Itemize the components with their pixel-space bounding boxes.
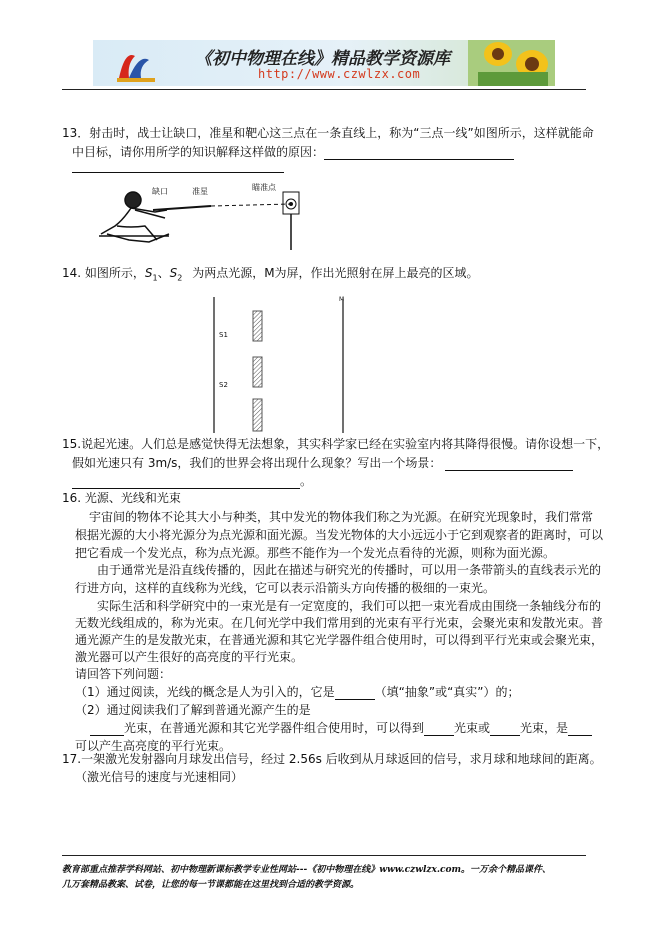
q16-prompt: 请回答下列问题： xyxy=(75,667,172,681)
banner-title: 《初中物理在线》精品教学资源库 xyxy=(195,49,450,69)
site-logo xyxy=(111,44,161,84)
label-sight: 准星 xyxy=(192,187,208,196)
q16-title: 16. 光源、光线和光束 xyxy=(62,491,181,505)
light-source-figure xyxy=(205,295,350,435)
q17-line1: 17.一架激光发射器向月球发出信号，经过 2.56s 后收到从月球返回的信号，求月球和地球间的距离。 xyxy=(62,752,602,766)
q16-para-line: 由于通常光是沿直线传播的，因此在描述与研究光的传播时，可以用一条带箭头的直线表示光的 xyxy=(97,563,602,577)
q13-line1: 13．射击时，战士让缺口，准星和靶心这三点在一条直线上，称为“三点一线”如图所示，这样就能命 xyxy=(62,126,594,140)
q15-line1: 15.说起光速。人们总是感觉快得无法想象，其实科学家已经在实验室内将其降得很慢。请你设想一下， xyxy=(62,437,610,451)
label-s1: S1 xyxy=(219,331,228,339)
q16-q2-blank-4[interactable] xyxy=(568,722,592,736)
shooter-figure xyxy=(95,182,320,252)
q16-q2-blank-1[interactable] xyxy=(90,722,124,736)
q15-answer-blank-2[interactable] xyxy=(72,475,300,489)
q16-para-line: 通光源产生的是发散光束，在普通光源和其它光学器件组合使用时，可以得到平行光束或会聚光束， xyxy=(75,633,604,647)
q15-answer-blank[interactable] xyxy=(445,457,573,471)
q13-answer-blank[interactable] xyxy=(324,146,514,160)
q16-para-line: 激光器可以产生很好的高亮度的平行光束。 xyxy=(75,650,304,664)
label-target: 瞄准点 xyxy=(252,183,276,192)
q15-line3: 。 xyxy=(72,474,312,489)
footer-line1: 教育部重点推荐学科网站、初中物理新课标教学专业性网站---《初中物理在线》www.czwlzx.com。一万余个精品课件、 xyxy=(62,865,552,875)
sunflower-icon xyxy=(468,40,555,86)
footer-line2: 几万套精品教案、试卷，让您的每一节课都能在这里找到合适的教学资源。 xyxy=(62,880,360,890)
label-notch: 缺口 xyxy=(152,187,168,196)
label-s2: S2 xyxy=(219,381,228,389)
header-rule xyxy=(62,89,586,90)
q16-q2-blank-3[interactable] xyxy=(490,722,520,736)
header-banner xyxy=(93,40,555,86)
q16-para-line: 无数光线组成的，称为光束。在几何光学中我们常用到的光束有平行光束，会聚光束和发散光束。普 xyxy=(75,616,604,630)
q16-q1-blank[interactable] xyxy=(335,686,375,700)
q16-q2-line2: 光束，在普通光源和其它光学器件组合使用时，可以得到 光束或 光束，是 xyxy=(90,721,592,736)
q16-q2-line3: 可以产生高亮度的平行光束。 xyxy=(75,739,232,753)
q13-answer-line2[interactable] xyxy=(72,172,284,173)
q16-para-line: 根据光源的大小将光源分为点光源和面光源。当发光物体的大小远远小于它到观察者的距离时，可以 xyxy=(75,528,604,542)
banner-url[interactable]: http://www.czwlzx.com xyxy=(258,67,421,81)
q13-line2: 中目标，请你用所学的知识解释这样做的原因： xyxy=(72,145,514,160)
q14-text: 14. 如图所示，$S_1$、$S_2$ 为两点光源，M为屏，作出光照射在屏上最亮的区域。 xyxy=(62,266,479,283)
q15-line2: 假如光速只有 3m/s，我们的世界会将出现什么现象？写出一个场景： xyxy=(72,456,573,471)
footer-rule xyxy=(62,855,586,856)
q16-para-line: 把它看成一个发光点，称为点光源。那些不能作为一个发光点看待的光源，则称为面光源。 xyxy=(75,546,556,560)
q16-q2: （2）通过阅读我们了解到普通光源产生的是 xyxy=(75,703,311,717)
q17-line2: （激光信号的速度与光速相同） xyxy=(75,770,244,784)
q16-q2-blank-2[interactable] xyxy=(424,722,454,736)
label-m: M xyxy=(339,296,345,303)
q16-para-line: 行进方向，这样的直线称为光线，它可以表示沿箭头方向传播的极细的一束光。 xyxy=(75,581,496,595)
q16-q1: （1）通过阅读，光线的概念是人为引入的，它是 （填“抽象”或“真实”）的； xyxy=(75,685,520,699)
q16-para-line: 宇宙间的物体不论其大小与种类，其中发光的物体我们称之为光源。在研究光现象时，我们常常 xyxy=(89,510,594,524)
q16-para-line: 实际生活和科学研究中的一束光是有一定宽度的，我们可以把一束光看成由围绕一条轴线分布的 xyxy=(97,599,602,613)
